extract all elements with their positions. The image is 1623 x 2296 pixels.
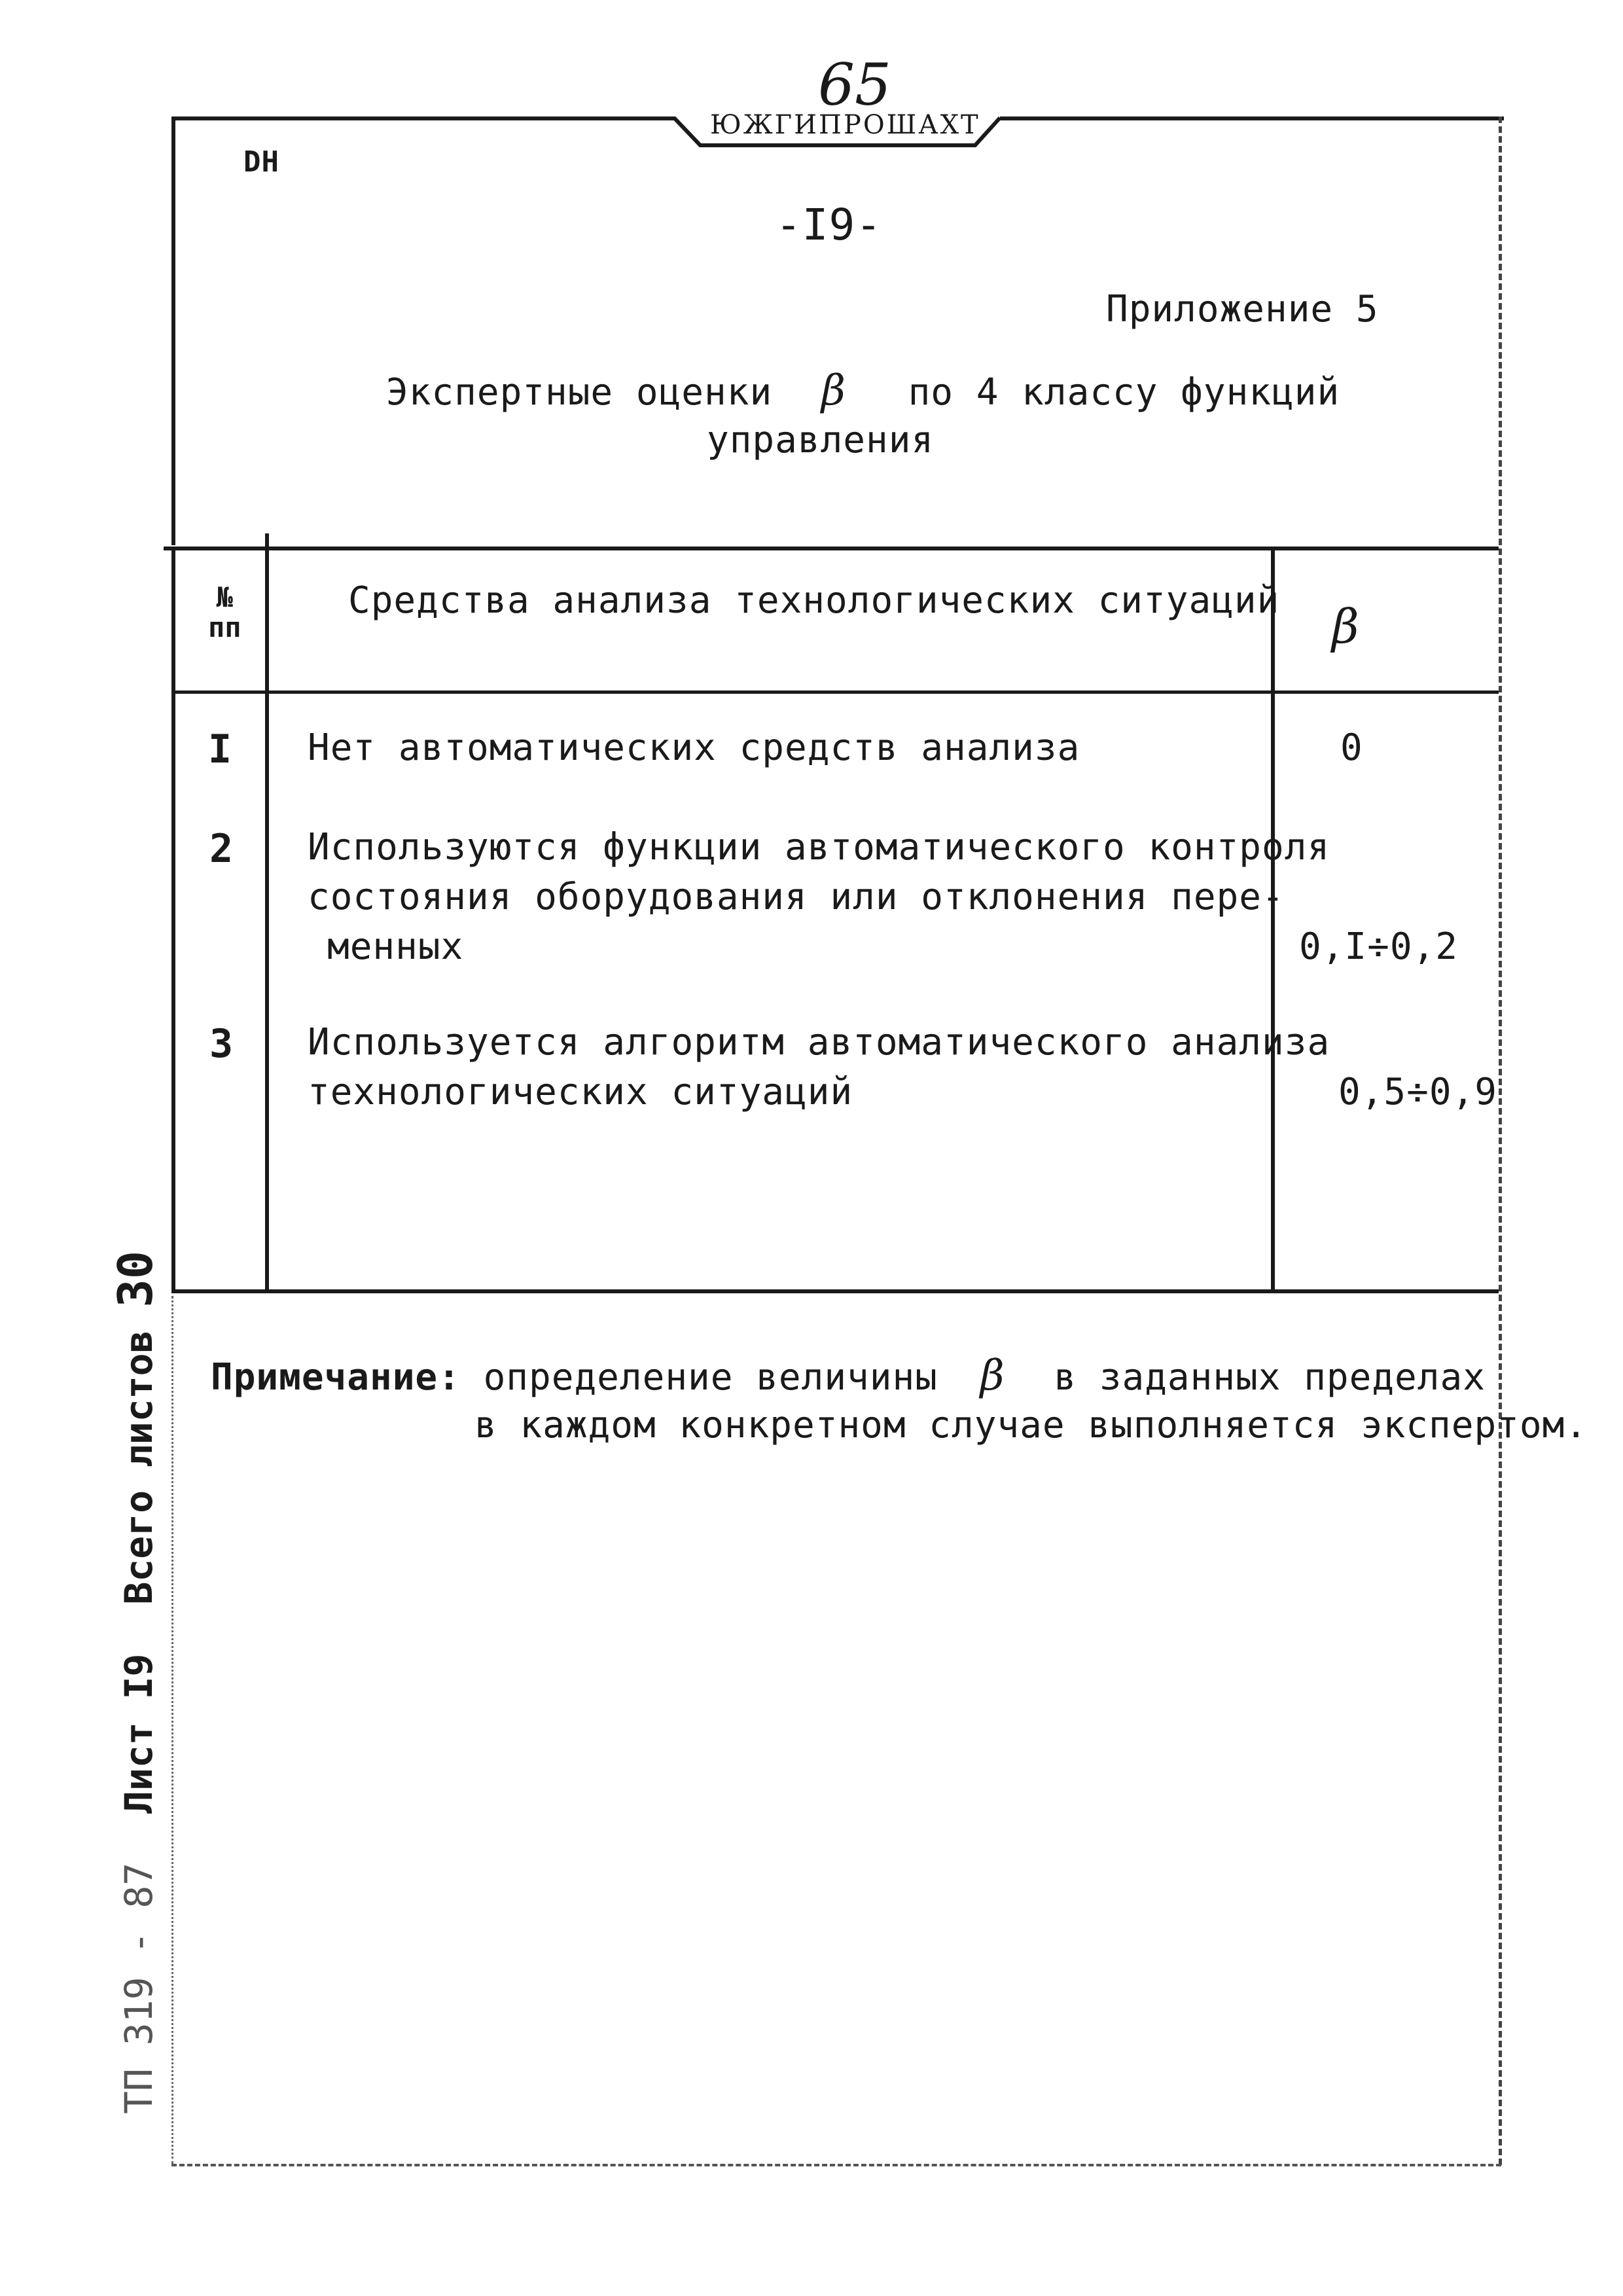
side-stamp-code: ТП 319 - 87 — [116, 1862, 161, 2114]
table-header-border — [171, 691, 1499, 694]
frame-left-lower — [171, 1296, 173, 2164]
note-line1 — [211, 1352, 1486, 1400]
title-part1: Экспертные оценки — [386, 371, 773, 414]
frame-left-top — [171, 117, 175, 545]
side-stamp-sheet-label: Лист — [116, 1722, 161, 1814]
note-text2: в заданных пределах — [1054, 1356, 1486, 1399]
table-bottom-border — [171, 1289, 1499, 1293]
appendix-label: Приложение 5 — [1106, 288, 1379, 331]
header-beta: β — [1332, 599, 1359, 654]
row-2-num: 2 — [209, 826, 234, 872]
frame-bottom-border — [171, 2164, 1501, 2166]
frame-top-right — [1000, 117, 1504, 120]
header-means: Средства анализа технологических ситуаций — [348, 579, 1280, 622]
row-2-text-line2: состояния оборудования или отклонения пере- — [308, 876, 1285, 918]
document-title-line2: управления — [707, 419, 935, 461]
row-1-num: I — [208, 726, 233, 772]
side-stamp-total-label: Всего листов — [116, 1330, 161, 1605]
row-3-value: 0,5÷0,9 — [1338, 1071, 1498, 1113]
document-title — [386, 367, 1340, 415]
page-number: -I9- — [776, 200, 882, 250]
table-top-border — [164, 547, 1499, 550]
beta-symbol: β — [821, 367, 846, 415]
note-label: Примечание: — [211, 1356, 461, 1399]
note-text1: определение величины — [483, 1356, 938, 1399]
header-num — [208, 583, 241, 643]
row-3-text-line2: технологических ситуаций — [308, 1071, 853, 1113]
row-2-value: 0,I÷0,2 — [1299, 925, 1459, 968]
title-part2: по 4 классу функций — [908, 371, 1340, 414]
note-line2: в каждом конкретном случае выполняется экспертом. — [474, 1404, 1588, 1446]
header-num-line1: № — [216, 581, 233, 613]
row-3-text-line1: Используется алгоритм автоматического анализа — [308, 1021, 1330, 1064]
frame-right-border — [1499, 117, 1502, 2165]
frame-top-left — [171, 117, 675, 120]
row-1-text: Нет автоматических средств анализа — [308, 726, 1080, 769]
note-beta-symbol: β — [980, 1352, 1005, 1400]
row-2-text-line3: менных — [327, 925, 464, 968]
handwritten-page-number: 65 — [818, 51, 891, 118]
side-stamp-total-num: 30 — [108, 1250, 163, 1308]
header-num-line2: пп — [208, 611, 241, 643]
table-col-divider-1 — [265, 533, 269, 1291]
table-left-border — [171, 547, 175, 1291]
side-stamp-sheet-num: I9 — [116, 1653, 161, 1700]
stamp-text: ЮЖГИПРОШАХТ — [710, 110, 980, 140]
row-1-value: 0 — [1340, 726, 1363, 769]
row-2-text-line1: Используются функции автоматического контроля — [308, 826, 1330, 869]
table-col-divider-2 — [1271, 547, 1275, 1291]
side-stamp — [108, 1251, 163, 2114]
corner-mark: DH — [243, 145, 279, 179]
row-3-num: 3 — [209, 1021, 234, 1067]
